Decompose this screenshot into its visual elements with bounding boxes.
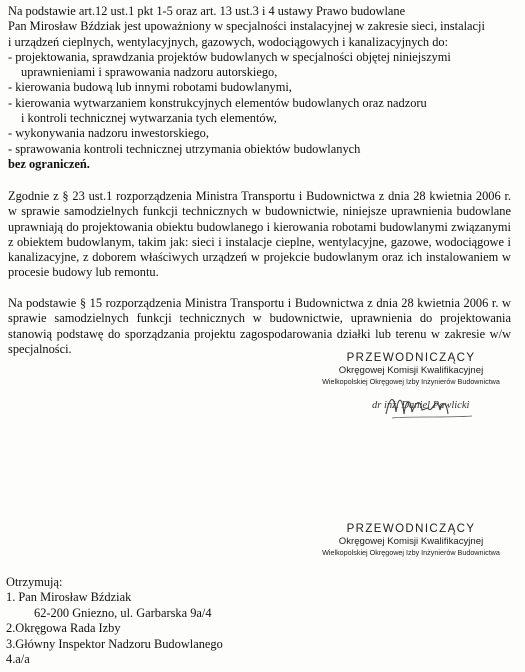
stamp-sub: Wielkopolskiej Okręgowej Izby Inżynierów Budownictwa — [322, 548, 500, 557]
paragraph-land-development: Na podstawie § 15 rozporządzenia Ministra Transportu i Budownictwa z dnia 28 kwietnia 2006 r. w sprawie samodzielnych funkcji technicznych w budownictwie, uprawnienia do projektowania stanowią podstawę do sporządzania projektu zagospodarowania działki lub terenu w zakresie w/w specjalności. — [8, 296, 511, 356]
scope-item: - sprawowania kontroli technicznej utrzymania obiektów budowlanych — [8, 141, 361, 156]
stamp-title: PRZEWODNICZĄCY — [346, 523, 476, 535]
scope-item: - projektowania, sprawdzania projektów budowlanych w specjalności objętej niniejszymi — [8, 49, 451, 64]
intro-block — [8, 4, 511, 172]
stamp-org: Okręgowej Komisji Kwalifikacyjnej — [338, 536, 484, 547]
recipients-header: Otrzymują: — [6, 575, 63, 589]
recipient-item: 4.a/a — [6, 652, 30, 667]
recipient-item: 3.Główny Inspektor Nadzoru Budowlanego — [6, 636, 223, 651]
recipient-item: 2.Okręgowa Rada Izby — [6, 621, 121, 636]
scope-item: - kierowania budową lub innymi robotami budowlanymi, — [8, 80, 292, 95]
scope-item: uprawnieniami i sprawowania nadzoru autorskiego, — [21, 65, 278, 80]
stamp-sub: Wielkopolskiej Okręgowej Izby Inżynierów Budownictwa — [322, 377, 500, 386]
intro-line: i urządzeń cieplnych, wentylacyjnych, gazowych, wodociągowych i kanalizacyjnych do: — [8, 34, 449, 49]
paragraph-scope-reg: Zgodnie z § 23 ust.1 rozporządzenia Ministra Transportu i Budownictwa z dnia 28 kwietnia 2006 r. w sprawie samodzielnych funkcji technicznych w budownictwie, niniejsze uprawnienia budowlane uprawniają do projektowania obiektu budowlanego i kierowania robotami budowlanymi związanymi z obiektem budowlanym, takim jak: sieci i instalacje cieplne, wentylacyjne, gazowe, wodociągowe i kanalizacyjne, z doborem właściwych urządzeń w projekcie budowlanym oraz ich instalowaniem w procesie budowy lub remontu. — [8, 189, 511, 280]
chairman-stamp-lower — [311, 523, 511, 558]
scope-item: - kierowania wytwarzaniem konstrukcyjnych elementów budowlanych oraz nadzoru — [8, 95, 427, 110]
intro-line: Pan Mirosław Bździak jest upoważniony w specjalności instalacyjnej w zakresie sieci, instalacji — [8, 19, 485, 34]
stamp-title: PRZEWODNICZĄCY — [346, 352, 476, 364]
recipient-address: 62-200 Gniezno, ul. Garbarska 9a/4 — [34, 605, 212, 620]
signer-name: dr inż. Daniel Pawlicki — [372, 400, 470, 411]
recipients-list — [6, 575, 406, 667]
recipient-item: 1. Pan Mirosław Bździak — [6, 590, 132, 605]
scope-item: - wykonywania nadzoru inwestorskiego, — [8, 126, 209, 141]
scope-item: i kontroli technicznej wytwarzania tych elementów, — [21, 111, 277, 126]
stamp-org: Okręgowej Komisji Kwalifikacyjnej — [338, 365, 484, 376]
intro-line: Na podstawie art.12 ust.1 pkt 1-5 oraz art. 13 ust.3 i 4 ustawy Prawo budowlane — [8, 4, 406, 18]
restriction-text: bez ograniczeń. — [8, 156, 90, 171]
chairman-stamp — [311, 352, 511, 387]
